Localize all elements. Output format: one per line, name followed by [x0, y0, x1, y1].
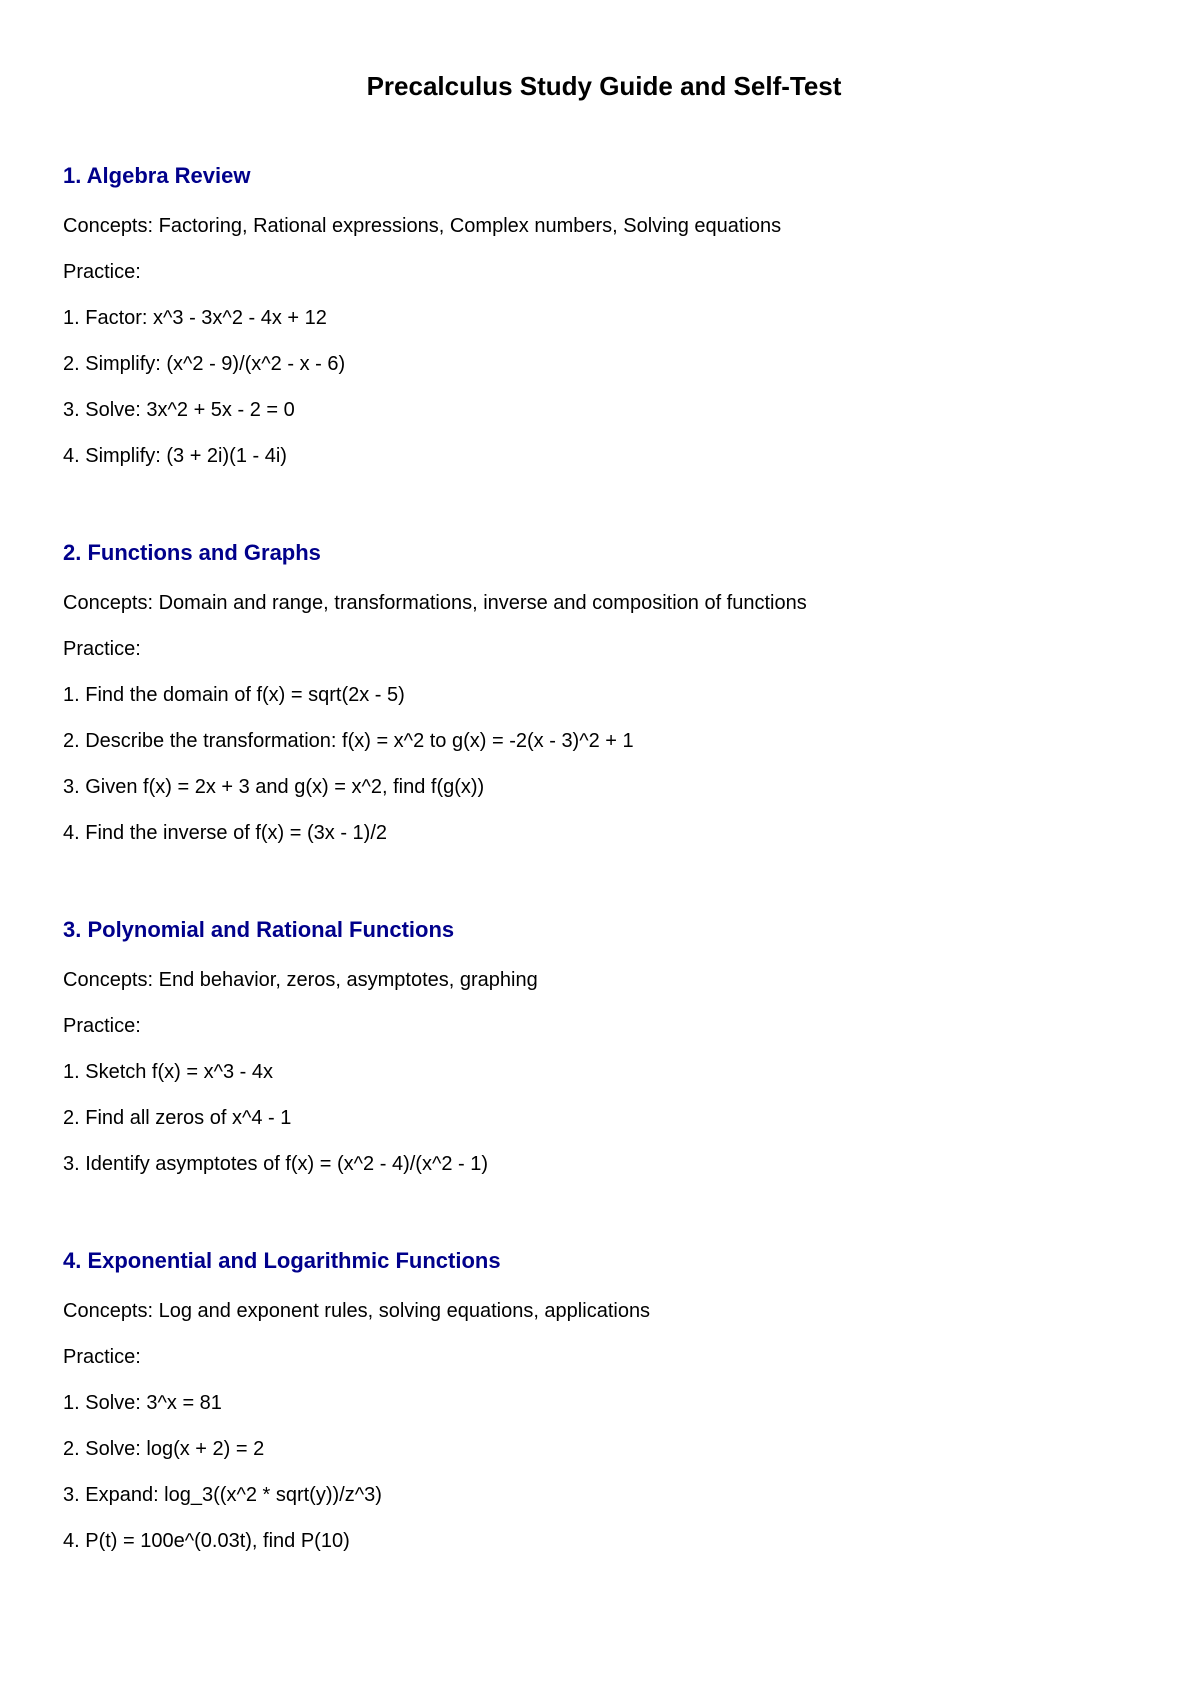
- concepts-text: Concepts: End behavior, zeros, asymptotes, graphing: [63, 969, 538, 991]
- section-algebra-review: [63, 155, 1137, 479]
- section-functions-and-graphs: [63, 532, 1137, 856]
- problem-item: 4. P(t) = 100e^(0.03t), find P(10): [63, 1530, 350, 1552]
- concepts-text: Concepts: Factoring, Rational expressions, Complex numbers, Solving equations: [63, 215, 782, 237]
- problem-item: 3. Given f(x) = 2x + 3 and g(x) = x^2, find f(g(x)): [63, 776, 485, 798]
- problem-item: 1. Sketch f(x) = x^3 - 4x: [63, 1061, 274, 1083]
- section-heading: 2. Functions and Graphs: [63, 540, 321, 565]
- problem-item: 3. Identify asymptotes of f(x) = (x^2 - 4)/(x^2 - 1): [63, 1153, 489, 1175]
- concepts-text: Concepts: Log and exponent rules, solving equations, applications: [63, 1300, 651, 1322]
- page-title: Precalculus Study Guide and Self-Test: [366, 71, 842, 101]
- problem-item: 3. Expand: log_3((x^2 * sqrt(y))/z^3): [63, 1484, 382, 1506]
- problem-item: 2. Describe the transformation: f(x) = x^2 to g(x) = -2(x - 3)^2 + 1: [63, 730, 634, 752]
- problem-list: [63, 295, 1137, 479]
- practice-label: Practice:: [63, 1346, 141, 1368]
- problem-list: [63, 1049, 1137, 1187]
- section-exponential-and-logarithmic-functions: [63, 1240, 1137, 1564]
- problem-item: 2. Solve: log(x + 2) = 2: [63, 1438, 265, 1460]
- practice-label: Practice:: [63, 261, 141, 283]
- problem-list: [63, 672, 1137, 856]
- section-polynomial-and-rational-functions: [63, 909, 1137, 1187]
- problem-item: 1. Factor: x^3 - 3x^2 - 4x + 12: [63, 307, 327, 329]
- concepts-text: Concepts: Domain and range, transformations, inverse and composition of functions: [63, 592, 807, 614]
- problem-item: 4. Find the inverse of f(x) = (3x - 1)/2: [63, 822, 388, 844]
- section-heading: 1. Algebra Review: [63, 163, 251, 188]
- problem-item: 4. Simplify: (3 + 2i)(1 - 4i): [63, 445, 287, 467]
- problem-item: 2. Simplify: (x^2 - 9)/(x^2 - x - 6): [63, 353, 346, 375]
- problem-item: 1. Solve: 3^x = 81: [63, 1392, 222, 1414]
- problem-item: 1. Find the domain of f(x) = sqrt(2x - 5): [63, 684, 405, 706]
- problem-list: [63, 1380, 1137, 1564]
- problem-item: 2. Find all zeros of x^4 - 1: [63, 1107, 292, 1129]
- problem-item: 3. Solve: 3x^2 + 5x - 2 = 0: [63, 399, 295, 421]
- practice-label: Practice:: [63, 638, 141, 660]
- practice-label: Practice:: [63, 1015, 141, 1037]
- section-heading: 3. Polynomial and Rational Functions: [63, 917, 455, 942]
- section-heading: 4. Exponential and Logarithmic Functions: [63, 1248, 501, 1273]
